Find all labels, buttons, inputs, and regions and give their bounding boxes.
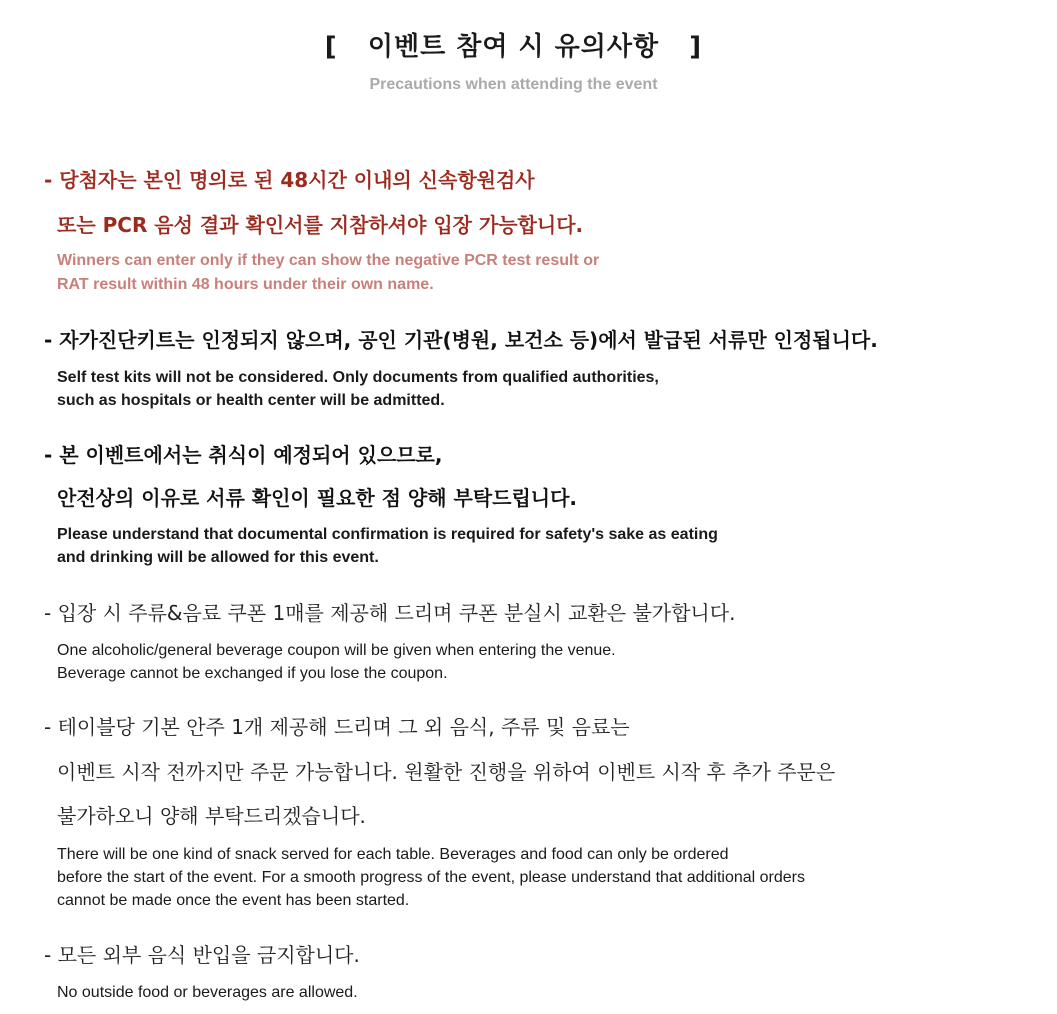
page-subtitle: Precautions when attending the event [369, 76, 658, 93]
notice-1-ko-line-2: 또는 PCR 음성 결과 확인서를 지참하셔야 입장 가능합니다. [57, 213, 584, 237]
notice-5-ko-line-3: 불가하오니 양해 부탁드리겠습니다. [57, 804, 366, 828]
notice-2-en-line-1: Self test kits will not be considered. Only documents from qualified authorities, [57, 369, 659, 386]
notice-5-en-line-1: There will be one kind of snack served for each table. Beverages and food can only be ordered [57, 846, 729, 863]
notice-6-ko-line-1: - 모든 외부 음식 반입을 금지합니다. [44, 943, 360, 967]
notice-2-en-line-2: such as hospitals or health center will be admitted. [57, 392, 445, 409]
notice-1-en-line-1: Winners can enter only if they can show the negative PCR test result or [57, 252, 600, 269]
notice-3-en-line-2: and drinking will be allowed for this event. [57, 549, 379, 566]
notice-1-en-line-2: RAT result within 48 hours under their own name. [57, 276, 434, 293]
page-title: [ 이벤트 참여 시 유의사항 ] [324, 32, 703, 62]
notice-5-en-line-3: cannot be made once the event has been started. [57, 892, 410, 909]
notice-4-ko-line-1: - 입장 시 주류&음료 쿠폰 1매를 제공해 드리며 쿠폰 분실시 교환은 불가합니다. [44, 601, 736, 625]
notice-6-en-line-1: No outside food or beverages are allowed. [57, 984, 358, 1001]
notice-4-en-line-2: Beverage cannot be exchanged if you lose the coupon. [57, 665, 448, 682]
notice-5-en-line-2: before the start of the event. For a smooth progress of the event, please understand that additional orders [57, 869, 806, 886]
notice-2-ko-line-1: - 자가진단키트는 인정되지 않으며, 공인 기관(병원, 보건소 등)에서 발급된 서류만 인정됩니다. [44, 328, 878, 352]
notice-4-en-line-1: One alcoholic/general beverage coupon will be given when entering the venue. [57, 642, 616, 659]
notice-3-en-line-1: Please understand that documental confirmation is required for safety's sake as eating [57, 526, 718, 543]
notice-3-ko-line-2: 안전상의 이유로 서류 확인이 필요한 점 양해 부탁드립니다. [57, 486, 578, 510]
notice-3-ko-line-1: - 본 이벤트에서는 취식이 예정되어 있으므로, [44, 443, 443, 467]
notice-5-ko-line-2: 이벤트 시작 전까지만 주문 가능합니다. 원활한 진행을 위하여 이벤트 시작 후 추가 주문은 [57, 760, 836, 784]
notice-1-ko-line-1: - 당첨자는 본인 명의로 된 48시간 이내의 신속항원검사 [44, 168, 535, 192]
notice-5-ko-line-1: - 테이블당 기본 안주 1개 제공해 드리며 그 외 음식, 주류 및 음료는 [44, 715, 630, 739]
